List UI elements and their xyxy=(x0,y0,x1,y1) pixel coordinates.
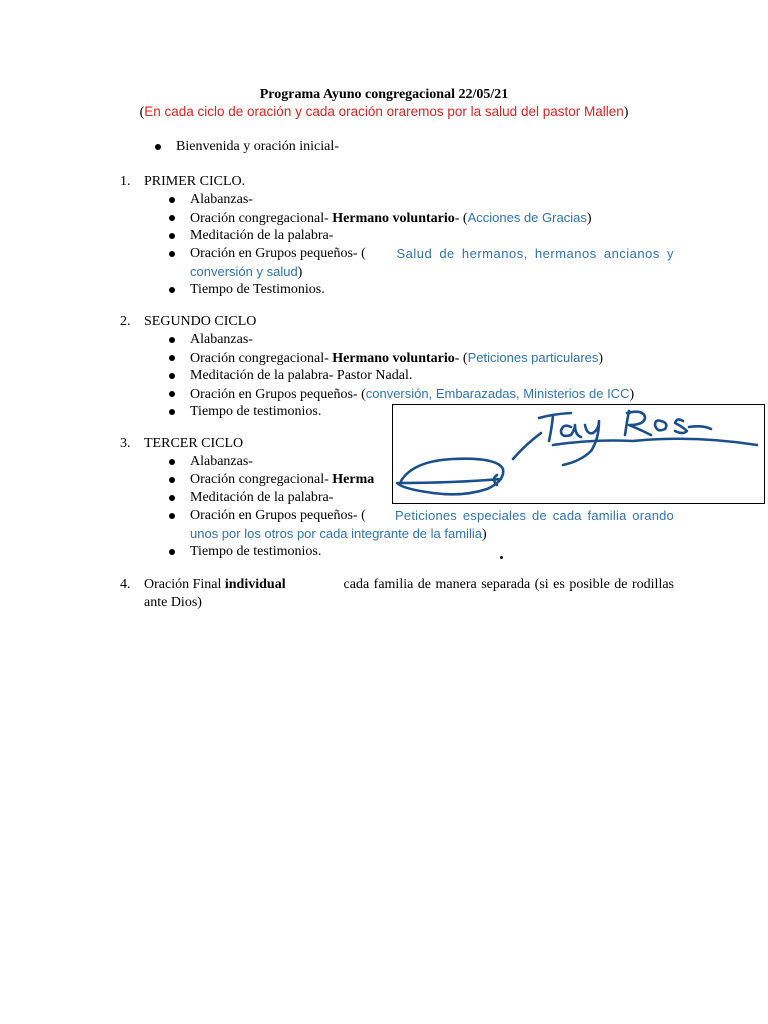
list-item: Alabanzas- xyxy=(190,332,253,347)
list-item: Oración en Grupos pequeños- ( Salud de hermanos, hermanos ancianos y xyxy=(190,246,674,261)
signature-icon xyxy=(393,405,764,503)
stray-mark xyxy=(500,556,503,559)
bullet-icon xyxy=(169,233,175,239)
subtitle-note: En cada ciclo de oración y cada oración oraremos por la salud del pastor Mallen xyxy=(144,104,624,119)
final-item: Oración Final individual cada familia de manera separada (si es posible de rodillas xyxy=(144,577,674,592)
signature-box xyxy=(392,404,765,504)
cycle-number: 3. xyxy=(120,436,131,451)
list-item: Tiempo de Testimonios. xyxy=(190,282,325,297)
list-item-continuation: conversión y salud) xyxy=(190,264,303,280)
document-subtitle: (En cada ciclo de oración y cada oración oraremos por la salud del pastor Mallen) xyxy=(139,104,629,120)
bullet-icon xyxy=(169,409,175,415)
list-item: Oración en Grupos pequeños- (conversión, Embarazadas, Ministerios de ICC) xyxy=(190,386,635,402)
list-item: Alabanzas- xyxy=(190,192,253,207)
bullet-icon xyxy=(169,549,175,555)
bullet-icon xyxy=(169,355,175,361)
final-item-continuation: ante Dios) xyxy=(144,595,202,610)
bullet-icon xyxy=(169,337,175,343)
list-item: Meditación de la palabra- Pastor Nadal. xyxy=(190,368,413,383)
bullet-icon xyxy=(155,144,161,150)
bullet-icon xyxy=(169,513,175,519)
list-item: Oración en Grupos pequeños- ( Peticiones especiales de cada familia orando xyxy=(190,508,674,523)
list-item: Tiempo de testimonios. xyxy=(190,404,322,419)
list-item: Oración congregacional- Hermano voluntario- (Peticiones particulares) xyxy=(190,350,604,366)
cycle-number: 1. xyxy=(120,174,131,189)
cycle-heading: SEGUNDO CICLO xyxy=(144,314,257,329)
bullet-icon xyxy=(169,251,175,257)
list-item: Tiempo de testimonios. xyxy=(190,544,322,559)
bullet-icon xyxy=(169,287,175,293)
bullet-icon xyxy=(169,495,175,501)
document-title: Programa Ayuno congregacional 22/05/21 xyxy=(259,87,509,102)
bullet-icon xyxy=(169,197,175,203)
cycle-number: 4. xyxy=(120,577,131,592)
list-item: Meditación de la palabra- xyxy=(190,490,334,505)
bullet-icon xyxy=(169,459,175,465)
bullet-icon xyxy=(169,477,175,483)
bullet-icon xyxy=(169,373,175,379)
bullet-icon xyxy=(169,215,175,221)
cycle-heading: PRIMER CICLO. xyxy=(144,174,246,189)
list-item: Oración congregacional- Herma xyxy=(190,472,375,487)
list-item: Meditación de la palabra- xyxy=(190,228,334,243)
list-item-continuation: unos por los otros por cada integrante de la familia) xyxy=(190,526,487,542)
cycle-number: 2. xyxy=(120,314,131,329)
list-item: Alabanzas- xyxy=(190,454,253,469)
bullet-icon xyxy=(169,391,175,397)
cycle-heading: TERCER CICLO xyxy=(144,436,244,451)
list-item: Oración congregacional- Hermano voluntario- (Acciones de Gracias) xyxy=(190,210,592,226)
intro-item: Bienvenida y oración inicial- xyxy=(176,139,339,154)
